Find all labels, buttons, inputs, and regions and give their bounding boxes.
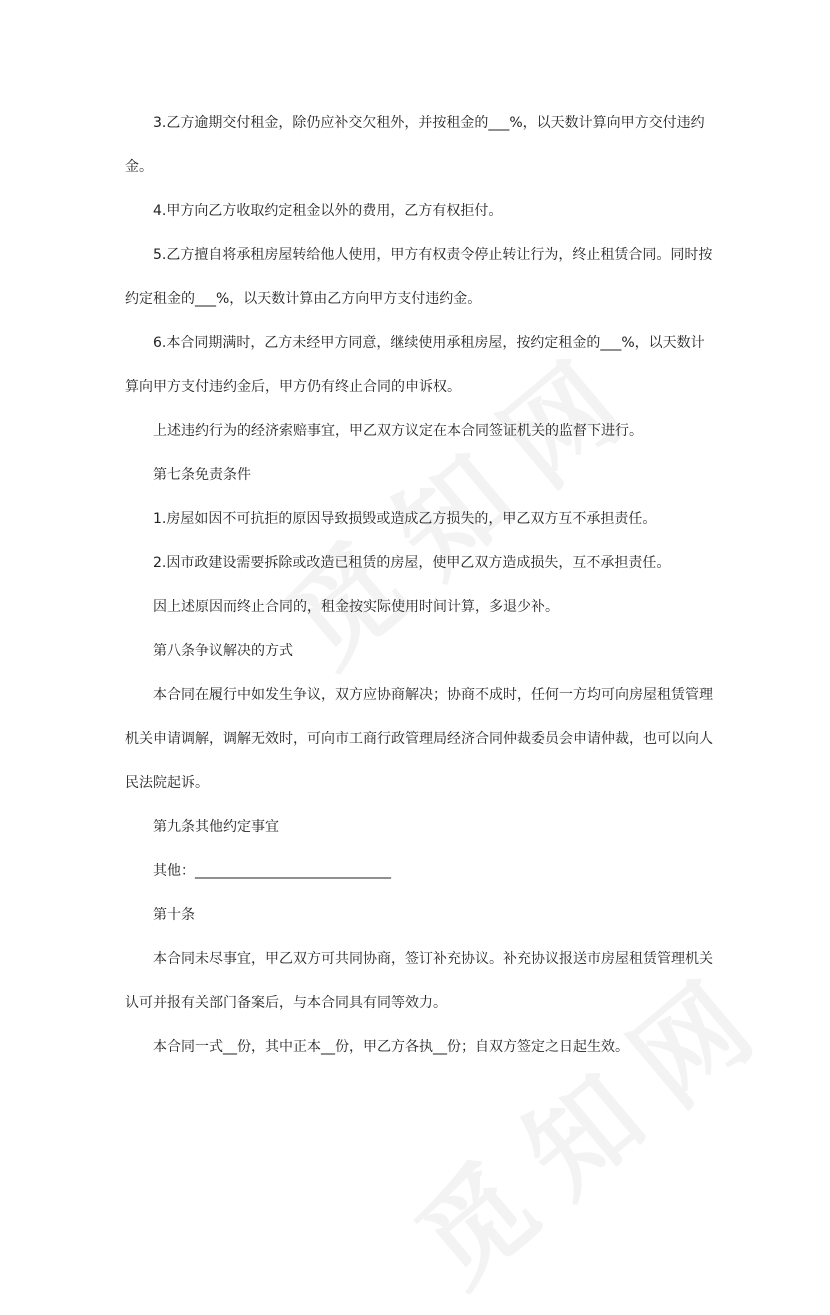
- clause-7-item-1: 1.房屋如因不可抗拒的原因导致损毁或造成乙方损失的，甲乙双方互不承担责任。: [153, 511, 657, 527]
- clause-9-other: 其他：____________________________: [153, 863, 391, 879]
- article-9-heading: 第九条其他约定事宜: [153, 819, 279, 835]
- clause-6-summary: 上述违约行为的经济索赔事宜，甲乙双方议定在本合同签证机关的监督下进行。: [153, 423, 643, 439]
- clause-6-item-3: 3.乙方逾期交付租金，除仍应补交欠租外，并按租金的___%，以天数计算向甲方交付违约金。: [125, 115, 705, 175]
- article-7-heading: 第七条免责条件: [153, 467, 251, 483]
- clause-7-summary: 因上述原因而终止合同的，租金按实际使用时间计算，多退少补。: [153, 599, 559, 615]
- clause-7-item-2: 2.因市政建设需要拆除或改造已租赁的房屋，使甲乙双方造成损失，互不承担责任。: [153, 555, 671, 571]
- clause-6-item-6: 6.本合同期满时，乙方未经甲方同意，继续使用承租房屋，按约定租金的___%，以天数计算向甲方支付违约金后，甲方仍有终止合同的申诉权。: [125, 335, 705, 395]
- article-10-heading: 第十条: [153, 907, 195, 923]
- clause-6-item-4: 4.甲方向乙方收取约定租金以外的费用，乙方有权拒付。: [153, 203, 503, 219]
- clause-10-copies: 本合同一式__份，其中正本__份，甲乙方各执__份；自双方签定之日起生效。: [153, 1039, 629, 1055]
- clause-6-item-5: 5.乙方擅自将承租房屋转给他人使用，甲方有权责令停止转让行为，终止租赁合同。同时按约定租金的___%，以天数计算由乙方向甲方支付违约金。: [125, 247, 713, 307]
- clause-10-body: 本合同未尽事宜，甲乙双方可共同协商，签订补充协议。补充协议报送市房屋租赁管理机关认可并报有关部门备案后，与本合同具有同等效力。: [125, 951, 713, 1011]
- clause-8-body: 本合同在履行中如发生争议，双方应协商解决；协商不成时，任何一方均可向房屋租赁管理机关申请调解，调解无效时，可向市工商行政管理局经济合同仲裁委员会申请仲裁，也可以向人民法院起诉。: [125, 687, 713, 791]
- article-8-heading: 第八条争议解决的方式: [153, 643, 293, 659]
